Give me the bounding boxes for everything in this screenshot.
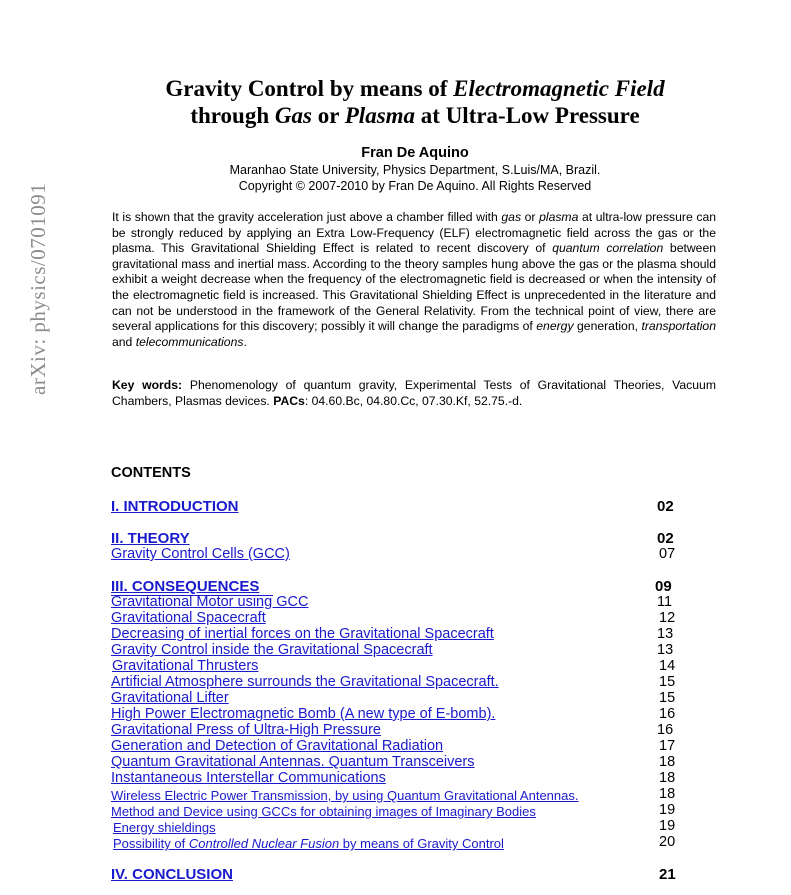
author-name: Fran De Aquino <box>361 145 469 161</box>
toc-sub-page: 18 <box>659 770 676 786</box>
toc-sub-label: Possibility of <box>113 836 189 851</box>
toc-sub-imaginary-bodies[interactable]: Method and Device using GCCs for obtaining images of Imaginary Bodies <box>111 804 536 819</box>
arxiv-watermark: arXiv: physics/0701091 <box>26 182 50 395</box>
abstract-emphasis: gas <box>501 210 522 224</box>
abstract-emphasis: energy <box>536 319 574 334</box>
toc-sub-artificial-atmosphere[interactable]: Artificial Atmosphere surrounds the Gravitational Spacecraft. <box>111 674 499 690</box>
abstract-emphasis: plasma <box>539 210 579 224</box>
toc-section-page: 21 <box>659 866 676 883</box>
author-affiliation: Maranhao State University, Physics Department, S.Luis/MA, Brazil. <box>229 163 601 177</box>
title-part: or <box>311 103 345 128</box>
abstract-text: or <box>521 210 540 224</box>
toc-sub-page: 20 <box>659 834 676 850</box>
abstract-emphasis: quantum correlation <box>552 241 664 256</box>
toc-sub-e-bomb[interactable]: High Power Electromagnetic Bomb (A new type of E-bomb). <box>111 706 496 722</box>
title-part: at Ultra-Low Pressure <box>415 103 640 128</box>
toc-sub-interstellar-communications[interactable]: Instantaneous Interstellar Communications <box>111 770 386 786</box>
toc-sub-thrusters[interactable]: Gravitational Thrusters <box>112 658 259 674</box>
abstract-text: between gravitational mass and inertial mass. According to the theory samples hung above the gas or the plasma should exhibit a weight decrease when the frequency of the electromagnetic field is decreased or when the intensity of the electromagnetic field is increased. This Gravitational Shielding Effect is unprecedented in the literature and can not be understood in the framework of the General Relativity. From the technical point of view, there are several applications for this discovery; possibly it will change the paradigms of <box>112 241 716 334</box>
abstract-emphasis: transportation <box>641 319 716 334</box>
toc-sub-energy-shieldings[interactable]: Energy shieldings <box>113 820 216 835</box>
toc-sub-page: 19 <box>659 818 676 834</box>
abstract-text: at ultra-low pressure can be strongly reduced by applying an Extra Low-Frequency (ELF) electromagnetic field across the gas or the plasma. This Gravitational Shielding Effect is related to recent discovery of <box>112 210 717 256</box>
abstract-text: It is shown that the gravity acceleration just above a chamber filled with <box>112 210 502 224</box>
toc-sub-page: 07 <box>659 546 676 562</box>
toc-sub-page: 19 <box>659 802 676 818</box>
keywords-label: Key words: <box>112 378 183 392</box>
toc-section-conclusion[interactable]: IV. CONCLUSION <box>111 866 233 883</box>
toc-sub-label: by means of Gravity Control <box>339 836 504 851</box>
toc-sub-wireless-power[interactable]: Wireless Electric Power Transmission, by using Quantum Gravitational Antennas. <box>111 788 579 803</box>
toc-section-page: 02 <box>657 498 674 515</box>
toc-sub-gcc[interactable]: Gravity Control Cells (GCC) <box>111 546 290 562</box>
paper-title-line2 <box>110 103 720 129</box>
toc-sub-nuclear-fusion[interactable] <box>113 836 504 851</box>
toc-sub-page: 13 <box>657 642 674 658</box>
toc-sub-page: 14 <box>659 658 676 674</box>
toc-sub-gravitational-press[interactable]: Gravitational Press of Ultra-High Pressure <box>111 722 381 738</box>
toc-section-consequences[interactable]: III. CONSEQUENCES <box>111 578 260 595</box>
toc-sub-label-italic: Controlled Nuclear Fusion <box>188 836 340 851</box>
abstract-text: generation, <box>573 319 642 334</box>
toc-sub-gravitational-motor[interactable]: Gravitational Motor using GCC <box>111 594 309 610</box>
keywords <box>112 378 716 409</box>
abstract-text: . <box>243 334 247 349</box>
toc-section-introduction[interactable]: I. INTRODUCTION <box>111 498 239 515</box>
toc-sub-lifter[interactable]: Gravitational Lifter <box>111 690 229 706</box>
pacs-text: : 04.60.Bc, 04.80.Cc, 07.30.Kf, 52.75.-d. <box>304 393 523 408</box>
abstract-emphasis: telecommunications <box>135 334 244 349</box>
toc-sub-spacecraft[interactable]: Gravitational Spacecraft <box>111 610 266 626</box>
toc-section-page: 09 <box>655 578 672 595</box>
toc-sub-page: 15 <box>659 674 676 690</box>
toc-sub-page: 12 <box>659 610 676 626</box>
toc-sub-page: 11 <box>657 594 673 610</box>
toc-sub-page: 18 <box>659 786 676 802</box>
toc-sub-page: 15 <box>659 690 676 706</box>
toc-sub-page: 16 <box>657 722 674 738</box>
pacs-label: PACs <box>273 393 305 408</box>
toc-sub-gravitational-radiation[interactable]: Generation and Detection of Gravitational Radiation <box>111 738 444 754</box>
toc-section-page: 02 <box>657 530 674 547</box>
contents-heading: CONTENTS <box>111 465 191 481</box>
toc-sub-page: 17 <box>659 738 676 754</box>
toc-sub-gravity-control-inside[interactable]: Gravity Control inside the Gravitational Spacecraft <box>111 642 433 658</box>
copyright-notice: Copyright © 2007-2010 by Fran De Aquino. All Rights Reserved <box>238 179 592 193</box>
title-part-italic: Plasma <box>344 103 416 128</box>
title-part-italic: Electromagnetic Field <box>453 76 665 101</box>
abstract-text: and <box>112 334 136 349</box>
toc-sub-page: 13 <box>657 626 674 642</box>
toc-sub-quantum-antennas[interactable]: Quantum Gravitational Antennas. Quantum Transceivers <box>111 754 475 770</box>
title-part: Gravity Control by means of <box>165 76 454 101</box>
paper-title-line1 <box>110 76 720 102</box>
toc-sub-page: 16 <box>659 706 676 722</box>
keywords-text: Phenomenology of quantum gravity, Experimental Tests of Gravitational Theories, Vacuum Chambers, Plasmas devices. <box>112 378 716 408</box>
toc-sub-inertial-forces[interactable]: Decreasing of inertial forces on the Gravitational Spacecraft <box>111 626 494 642</box>
toc-section-theory[interactable]: II. THEORY <box>111 530 190 547</box>
title-part: through <box>190 103 275 128</box>
toc-sub-page: 18 <box>659 754 676 770</box>
title-part-italic: Gas <box>274 103 312 128</box>
abstract <box>112 210 716 350</box>
